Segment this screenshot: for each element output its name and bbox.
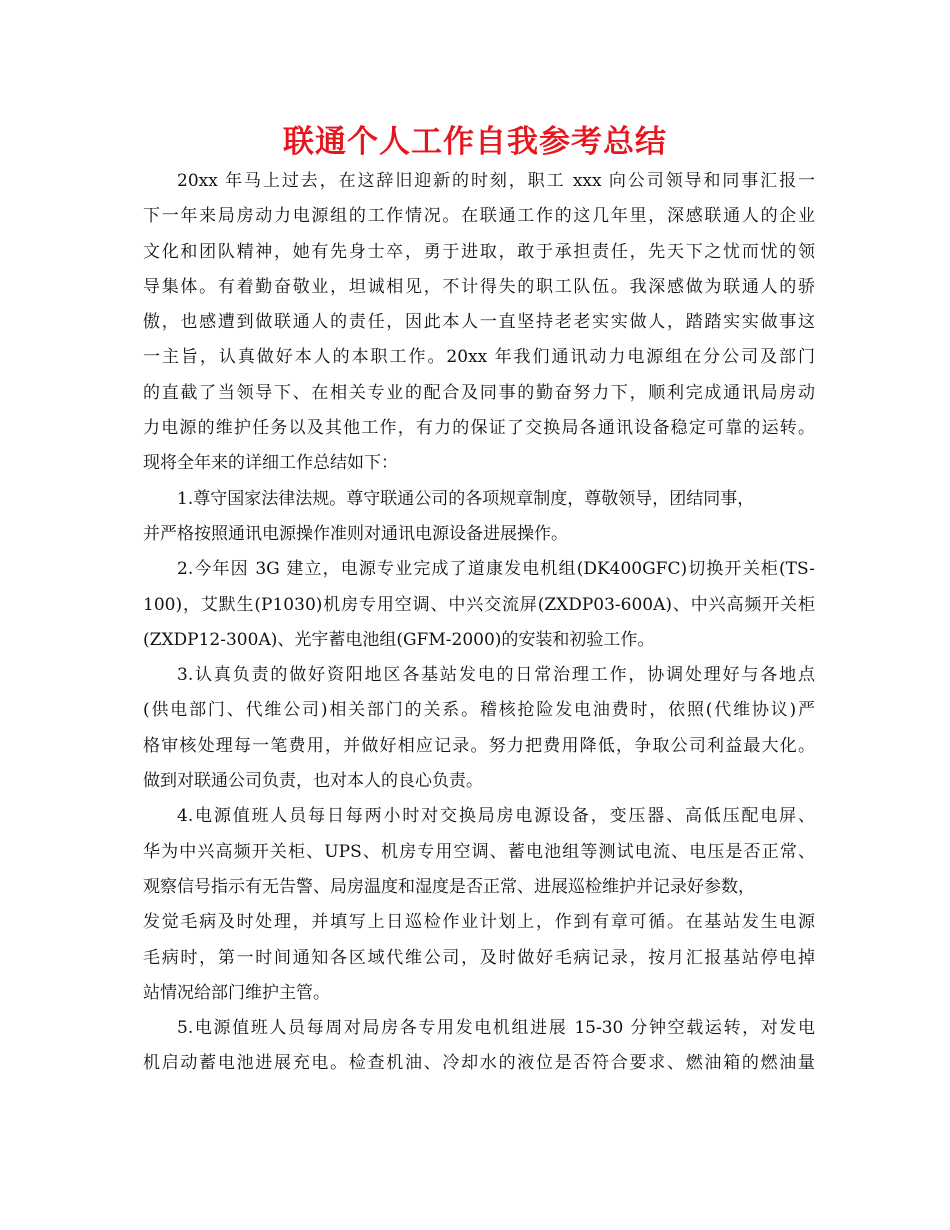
paragraph-line: (ZXDP12-300A)、光宇蓄电池组(GFM-2000)的安装和初验工作。 bbox=[143, 629, 655, 650]
paragraph-line: 3.认真负责的做好资阳地区各基站发电的日常治理工作，协调处理好与各地点 bbox=[177, 665, 815, 686]
paragraph-line: (供电部门、代维公司)相关部门的关系。稽核抢险发电油费时，依照(代维协议)严 bbox=[143, 700, 815, 721]
paragraph-line: 站情况给部门维护主管。 bbox=[143, 982, 330, 1003]
document-title: 联通个人工作自我参考总结 bbox=[283, 124, 667, 160]
paragraph-line: 现将全年来的详细工作总结如下： bbox=[143, 453, 398, 474]
paragraph-line: 一主旨，认真做好本人的本职工作。20xx 年我们通讯动力电源组在分公司及部门 bbox=[143, 347, 815, 368]
paragraph-line: 力电源的维护任务以及其他工作，有力的保证了交换局各通讯设备稳定可靠的运转。 bbox=[143, 418, 815, 439]
paragraph-line: 1.尊守国家法律法规。尊守联通公司的各项规章制度，尊敬领导，团结同事， bbox=[177, 488, 755, 509]
paragraph-line: 毛病时，第一时间通知各区域代维公司，及时做好毛病记录，按月汇报基站停电掉 bbox=[143, 947, 815, 968]
paragraph-line: 做到对联通公司负责，也对本人的良心负责。 bbox=[143, 771, 483, 792]
paragraph-line: 并严格按照通讯电源操作准则对通讯电源设备进展操作。 bbox=[143, 523, 568, 544]
paragraph-line: 文化和团队精神，她有先身士卒，勇于进取，敢于承担责任，先天下之忧而忧的领 bbox=[143, 241, 815, 262]
paragraph-line: 4.电源值班人员每日每两小时对交换局房电源设备，变压器、高低压配电屏、 bbox=[177, 806, 815, 827]
paragraph-line: 下一年来局房动力电源组的工作情况。在联通工作的这几年里，深感联通人的企业 bbox=[143, 206, 815, 227]
paragraph-line: 100)，艾默生(P1030)机房专用空调、中兴交流屏(ZXDP03-600A)、中兴高频开关柜 bbox=[143, 594, 815, 615]
paragraph-line: 格审核处理每一笔费用，并做好相应记录。努力把费用降低，争取公司利益最大化。 bbox=[143, 735, 815, 756]
paragraph-line: 傲，也感遭到做联通人的责任，因此本人一直坚持老老实实做人，踏踏实实做事这 bbox=[143, 312, 815, 333]
paragraph-line: 观察信号指示有无告警、局房温度和湿度是否正常、进展巡检维护并记录好参数， bbox=[143, 876, 755, 897]
paragraph-line: 导集体。有着勤奋敬业，坦诚相见，不计得失的职工队伍。我深感做为联通人的骄 bbox=[143, 276, 815, 297]
paragraph-line: 20xx 年马上过去，在这辞旧迎新的时刻，职工 xxx 向公司领导和同事汇报一 bbox=[177, 171, 815, 191]
paragraph-line: 华为中兴高频开关柜、UPS、机房专用空调、蓄电池组等测试电流、电压是否正常、 bbox=[143, 841, 815, 862]
paragraph-line: 机启动蓄电池进展充电。检查机油、冷却水的液位是否符合要求、燃油箱的燃油量 bbox=[143, 1053, 815, 1074]
document-body bbox=[143, 164, 815, 1082]
paragraph-line: 发觉毛病及时处理，并填写上日巡检作业计划上，作到有章可循。在基站发生电源 bbox=[143, 912, 815, 933]
paragraph-line: 2.今年因 3G 建立，电源专业完成了道康发电机组(DK400GFC)切换开关柜(TS- bbox=[177, 559, 815, 580]
paragraph-line: 的直截了当领导下、在相关专业的配合及同事的勤奋努力下，顺利完成通讯局房动 bbox=[143, 382, 815, 403]
paragraph-line: 5.电源值班人员每周对局房各专用发电机组进展 15-30 分钟空载运转，对发电 bbox=[177, 1018, 815, 1039]
